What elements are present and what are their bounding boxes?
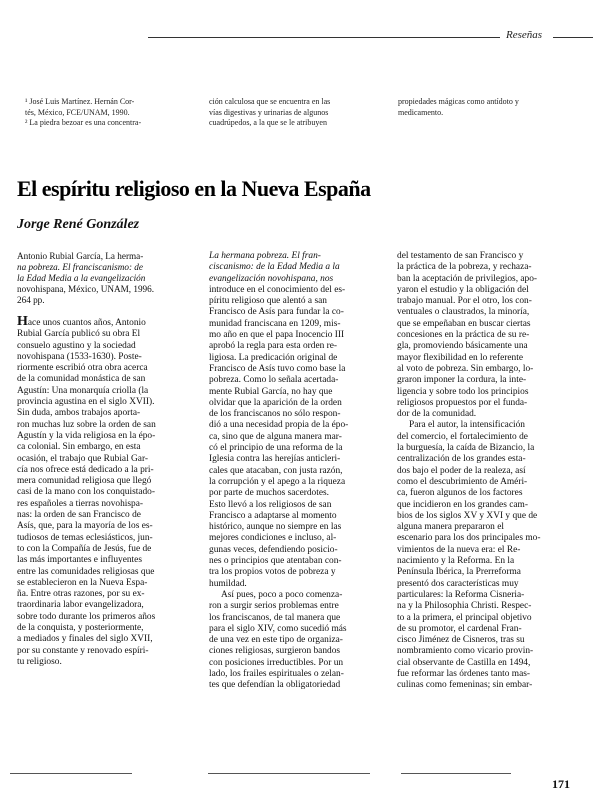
text-line: nombramiento como vicario provin- [397, 646, 534, 657]
text-line: la burguesía, la caída de Bizancio, la [397, 443, 535, 454]
footer-rule [208, 773, 370, 774]
text-line: sobre todo durante los primeros años [17, 611, 156, 622]
text-line: olvidar que la aparición de la orden [209, 397, 342, 408]
text-line: de los franciscanos no sólo respon- [209, 409, 341, 420]
text-line: to con la Compañía de Jesús, fue de [17, 543, 152, 554]
text-line: al voto de pobreza. Sin embargo, lo- [397, 363, 534, 374]
text-line: ventuales o claustrados, la minoría, [397, 307, 530, 318]
header-rule-right [553, 37, 593, 38]
column-2-body [209, 251, 384, 692]
text-line: mo año en que el papa Inocencio III [209, 330, 345, 341]
text-line [17, 316, 194, 329]
footnotes-col2 [209, 97, 379, 129]
footnote-line: vías digestivas y urinarias de algunos [209, 107, 329, 117]
footer-rule [401, 773, 511, 774]
text-line: que incidieron en los grandes cam- [397, 499, 528, 510]
reference-line: Antonio Rubial García, La herma- [17, 251, 144, 261]
text-line: trabajo manual. Por el otro, los con- [397, 296, 532, 307]
text-line: yaron el estudio y la obligación del [397, 284, 529, 295]
footnotes-col1 [25, 97, 185, 129]
text-line: ca, sino que de alguna manera mar- [209, 431, 342, 442]
text-line: de la comunidad monástica de san [17, 374, 146, 385]
text-line-rest: ace unos cuantos años, Antonio [27, 318, 146, 328]
reference-line: novohispana, México, UNAM, 1996. [17, 284, 155, 294]
text-line: Así pues, poco a poco comenza- [221, 589, 343, 600]
reference-line: 264 pp. [17, 295, 45, 305]
text-line: nacimiento y la Reforma. En la [397, 556, 515, 567]
text-line: de la conquista, y posteriormente, [17, 623, 144, 634]
reference-line: na pobreza. El franciscanismo: de [17, 262, 143, 272]
text-line: Rubial García publicó su obra El [17, 329, 141, 340]
page-number: 171 [552, 777, 570, 791]
text-line: novohispana (1533-1630). Poste- [17, 351, 142, 362]
text-line: ocasión, el trabajo que Rubial Gar- [17, 453, 149, 464]
text-line: ligencia y sobre todo los principios [397, 386, 529, 397]
text-line: gla, promoviendo básicamente una [397, 341, 528, 352]
text-line: tes que defendían la obligatoriedad [209, 680, 341, 691]
footnotes-col3 [398, 97, 568, 118]
text-line: alguna manera prepararon el [397, 522, 504, 533]
footnote-line: propiedades mágicas como antídoto y [398, 97, 519, 106]
text-line: dió a una necesidad propia de la épo- [209, 420, 349, 431]
text-line: por parte de muchos sacerdotes. [209, 488, 330, 499]
text-line: se establecieron en la Nueva Espa- [17, 577, 148, 588]
text-line: ligiosa. La predicación original de [209, 352, 338, 363]
text-line: consuelo agustino y la sociedad [17, 340, 136, 351]
column-3-body [397, 251, 575, 692]
text-line: tudiosos de temas eclesiásticos, jun- [17, 532, 153, 543]
text-line: de su promotor, el cardenal Fran- [397, 623, 522, 634]
text-line: Francisco a adaptarse al momento [209, 510, 337, 521]
text-line: Para el autor, la intensificación [409, 420, 525, 431]
text-line: gunas veces, defendiendo posicio- [209, 544, 338, 555]
text-line: Iglesia contra las herejías anticleri- [209, 454, 341, 465]
text-line: entre las comunidades religiosas que [17, 566, 155, 577]
text-line: que se empeñaban en buscar ciertas [397, 318, 531, 329]
text-line: ca colonial. Sin embargo, en esta [17, 442, 141, 453]
footnote-line: cuadrúpedos, a la que se le atribuyen [209, 118, 327, 127]
text-line: Asís, que, para la mayoría de los es- [17, 521, 153, 532]
footer-rule [10, 773, 132, 774]
text-line: mente Rubial García, no hay que [209, 386, 333, 397]
text-line: dos bajo el poder de la realeza, así [397, 465, 526, 476]
text-line: mera comunidad religiosa que llegó [17, 476, 152, 487]
header-rule [148, 37, 500, 38]
text-line: Agustín y la vida religiosa en la épo- [17, 430, 156, 441]
text-line: traordinaria labor evangelizadora, [17, 600, 144, 611]
section-label: Reseñas [506, 29, 543, 41]
text-line: ca, fueron algunos de los factores [397, 488, 523, 499]
article-title: El espíritu religioso en la Nueva España [17, 176, 371, 201]
text-line: cial observante de Castilla en 1494, [397, 657, 531, 668]
text-line: por su constante y renovado espíri- [17, 645, 149, 656]
text-line: a mediados y finales del siglo XVII, [17, 634, 153, 645]
text-line: ban la aceptación de privilegios, apo- [397, 273, 538, 284]
text-line: ron a surgir serios problemas entre [209, 601, 339, 612]
footnote-line: tés, México, FCE/UNAM, 1990. [25, 107, 130, 117]
text-line: presentó dos características muy [397, 578, 519, 589]
text-line: Agustín: Una monarquía criolla (la [17, 385, 149, 396]
text-line: provincia agustina en el siglo XVII). [17, 397, 155, 408]
text-line: casi de la mano con los conquistado- [17, 487, 155, 498]
text-line: riormente escribió otra obra acerca [17, 363, 148, 374]
text-line: La hermana pobreza. El fran- [209, 251, 321, 261]
text-line: Francisco de Asís para fundar la co- [209, 307, 344, 318]
text-line: na y la Philosophia Christi. Respec- [397, 601, 532, 612]
text-line: de una vez en este tipo de organiza- [209, 635, 343, 646]
text-line: la corrupción y el apego a la riqueza [209, 476, 346, 487]
text-line: del testamento de san Francisco y [397, 251, 524, 261]
text-line: ron muchas luz sobre la orden de san [17, 419, 156, 430]
text-line: ciones religiosas, surgieron bandos [209, 646, 341, 657]
text-line: có el principio de una reforma de la [209, 443, 343, 454]
footnote-line: ¹ José Luis Martínez. Hernán Cor- [25, 97, 135, 106]
text-line: para el siglo XIV, como sucedió más [209, 623, 347, 634]
text-line: cía nos ofrece está dedicado a la pri- [17, 464, 154, 475]
text-line: res españoles a tierras novohispa- [17, 498, 143, 509]
text-line: centralización de los grandes esta- [397, 454, 526, 465]
drop-cap: H [17, 316, 28, 329]
footnote-line: ² La piedra bezoar es una concentra- [25, 118, 142, 127]
text-line: vimientos de la nueva era: el Re- [397, 544, 521, 555]
text-line: cisco Jiménez de Cisneros, tras su [397, 635, 525, 646]
text-line: mayor flexibilidad en lo referente [397, 352, 523, 363]
text-line: tu religioso. [17, 656, 62, 667]
text-line: introduce en el conocimiento del es- [209, 284, 346, 295]
footnote-line: ción calculosa que se encuentra en las [209, 97, 331, 106]
text-line: concesiones en la práctica de su re- [397, 330, 530, 341]
text-line: del comercio, el fortalecimiento de [397, 431, 528, 442]
text-line: Francisco de Asís tuvo como base la [209, 363, 346, 374]
text-line: pobreza. Como lo señala acertada- [209, 375, 339, 386]
column-3-lines [397, 251, 575, 692]
text-line: Esto llevó a los religiosos de san [209, 499, 332, 510]
footnote-line: medicamento. [398, 107, 444, 117]
text-line: mejores condiciones e incluso, al- [209, 533, 337, 544]
column-1-lines [17, 316, 194, 668]
text-line: munidad franciscana en 1209, mis- [209, 318, 341, 329]
text-line: nas: la orden de san Francisco de [17, 510, 141, 521]
text-line: con posiciones irreductibles. Por un [209, 657, 344, 668]
text-line: fue reformar las órdenes tanto mas- [397, 668, 531, 679]
text-line: ciscanismo: de la Edad Media a la [209, 262, 340, 273]
text-line: ña. Entre otras razones, por su ex- [17, 589, 145, 600]
text-line: histórico, aunque no siempre en las [209, 522, 342, 533]
text-line: cales que atacaban, con justa razón, [209, 465, 343, 476]
text-line: los franciscanos, de tal manera que [209, 612, 341, 623]
text-line: aprobó la regla para esta orden re- [209, 341, 338, 352]
text-line: escenario para los dos principales mo- [397, 533, 541, 544]
text-line: dor de la comunidad. [397, 409, 477, 420]
text-line: evangelización novohispana, nos [209, 273, 334, 284]
reference-line: la Edad Media a la evangelización [17, 273, 146, 283]
text-line: la práctica de la pobreza, y rechaza- [397, 262, 532, 273]
text-line: culinas como femeninas; sin embar- [397, 680, 533, 691]
text-line: las más importantes e influyentes [17, 555, 142, 566]
text-line: lado, los frailes espirituales o zelan- [209, 668, 344, 679]
text-line: píritu religioso que alentó a san [209, 296, 327, 307]
text-line: Península Ibérica, la Prerreforma [397, 567, 521, 578]
text-line: religiosos propuestos por el funda- [397, 397, 528, 408]
article-author: Jorge René González [17, 217, 140, 232]
text-line: to a la primera, el principal objetivo [397, 612, 532, 623]
text-line: Sin duda, ambos trabajos aporta- [17, 408, 141, 419]
text-line: como el descubrimiento de Améri- [397, 476, 528, 487]
column-1-body [17, 316, 194, 668]
book-reference [17, 251, 194, 306]
text-line: tra los propios votos de pobreza y [209, 567, 336, 578]
text-line: humildad. [209, 578, 247, 589]
column-2-lines [209, 251, 384, 692]
text-line: particulares: la Reforma Cisneria- [397, 589, 525, 600]
text-line: graron imponer la cordura, la inte- [397, 375, 527, 386]
text-line: bios de los siglos XV y XVI y que de [397, 510, 538, 521]
text-line: nes o principios que atentaban con- [209, 556, 342, 567]
